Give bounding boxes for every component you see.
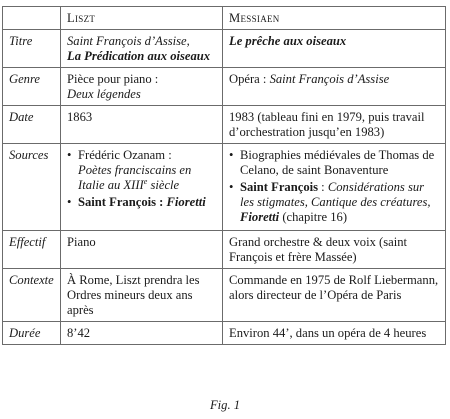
messiaen-genre-prefix: Opéra : <box>229 72 270 86</box>
cell-liszt-sources <box>61 144 223 231</box>
list-item <box>229 180 439 225</box>
cell-liszt-duree: 8’42 <box>61 322 223 345</box>
row-label-date: Date <box>3 106 61 144</box>
table-row-duree <box>3 322 446 345</box>
liszt-title-line1: Saint François d’Assise, <box>67 34 190 48</box>
messiaen-source2-works: Considérations sur les stigmates, Cantique des créatures, <box>240 180 431 209</box>
messiaen-title: Le prêche aux oiseaux <box>229 34 347 48</box>
liszt-source1-sup: e <box>143 176 148 186</box>
liszt-title-line2: La Prédication aux oiseaux <box>67 49 211 63</box>
row-label-contexte: Contexte <box>3 269 61 322</box>
cell-messiaen-sources <box>223 144 446 231</box>
cell-messiaen-contexte: Commande en 1975 de Rolf Liebermann, alors directeur de l’Opéra de Paris <box>223 269 446 322</box>
list-item <box>229 148 439 178</box>
row-label-titre: Titre <box>3 30 61 68</box>
cell-liszt-contexte: À Rome, Liszt prendra les Ordres mineurs deux ans après <box>61 269 223 322</box>
table-row-date <box>3 106 446 144</box>
figure-caption: Fig. 1 <box>209 398 241 412</box>
table-row-contexte <box>3 269 446 322</box>
cell-liszt-date: 1863 <box>61 106 223 144</box>
cell-messiaen-titre <box>223 30 446 68</box>
liszt-genre-work: Deux légendes <box>67 87 141 101</box>
cell-liszt-effectif: Piano <box>61 231 223 269</box>
row-label-genre: Genre <box>3 68 61 106</box>
liszt-genre-prefix: Pièce pour piano : <box>67 72 159 86</box>
cell-messiaen-date: 1983 (tableau fini en 1979, puis travail d’orchestration jusqu’en 1983) <box>223 106 446 144</box>
row-label-sources: Sources <box>3 144 61 231</box>
messiaen-source2-sep: : <box>318 180 328 194</box>
liszt-source1-suffix: siècle <box>147 178 180 192</box>
row-label-duree: Durée <box>3 322 61 345</box>
list-item <box>67 195 216 210</box>
table-row-titre <box>3 30 446 68</box>
header-row <box>3 7 446 30</box>
messiaen-sources-list <box>229 148 439 225</box>
cell-messiaen-effectif: Grand orchestre & deux voix (saint François et frère Massée) <box>223 231 446 269</box>
header-messiaen: Messiaen <box>223 7 446 30</box>
header-liszt: Liszt <box>61 7 223 30</box>
table-row-genre <box>3 68 446 106</box>
cell-messiaen-duree: Environ 44’, dans un opéra de 4 heures <box>223 322 446 345</box>
table-row-sources <box>3 144 446 231</box>
liszt-sources-list <box>67 148 216 210</box>
messiaen-genre-work: Saint François d’Assise <box>269 72 390 86</box>
messiaen-source1: Biographies médiévales de Thomas de Celano, de saint Bonaventure <box>240 148 435 177</box>
list-item <box>67 148 216 193</box>
cell-messiaen-genre <box>223 68 446 106</box>
row-label-effectif: Effectif <box>3 231 61 269</box>
messiaen-source2-fioretti: Fioretti <box>240 210 280 224</box>
liszt-source1-work: Poètes franciscains en Italie au XIII <box>78 163 192 192</box>
liszt-source2-work: Fioretti <box>166 195 206 209</box>
liszt-source1-author: Frédéric Ozanam : <box>78 148 172 162</box>
liszt-source2-author: Saint François : <box>78 195 164 209</box>
cell-liszt-genre <box>61 68 223 106</box>
cell-liszt-titre <box>61 30 223 68</box>
header-corner <box>3 7 61 30</box>
messiaen-source2-author: Saint François <box>240 180 319 194</box>
messiaen-source2-chapter: (chapitre 16) <box>279 210 348 224</box>
comparison-table <box>2 6 446 345</box>
table-row-effectif <box>3 231 446 269</box>
